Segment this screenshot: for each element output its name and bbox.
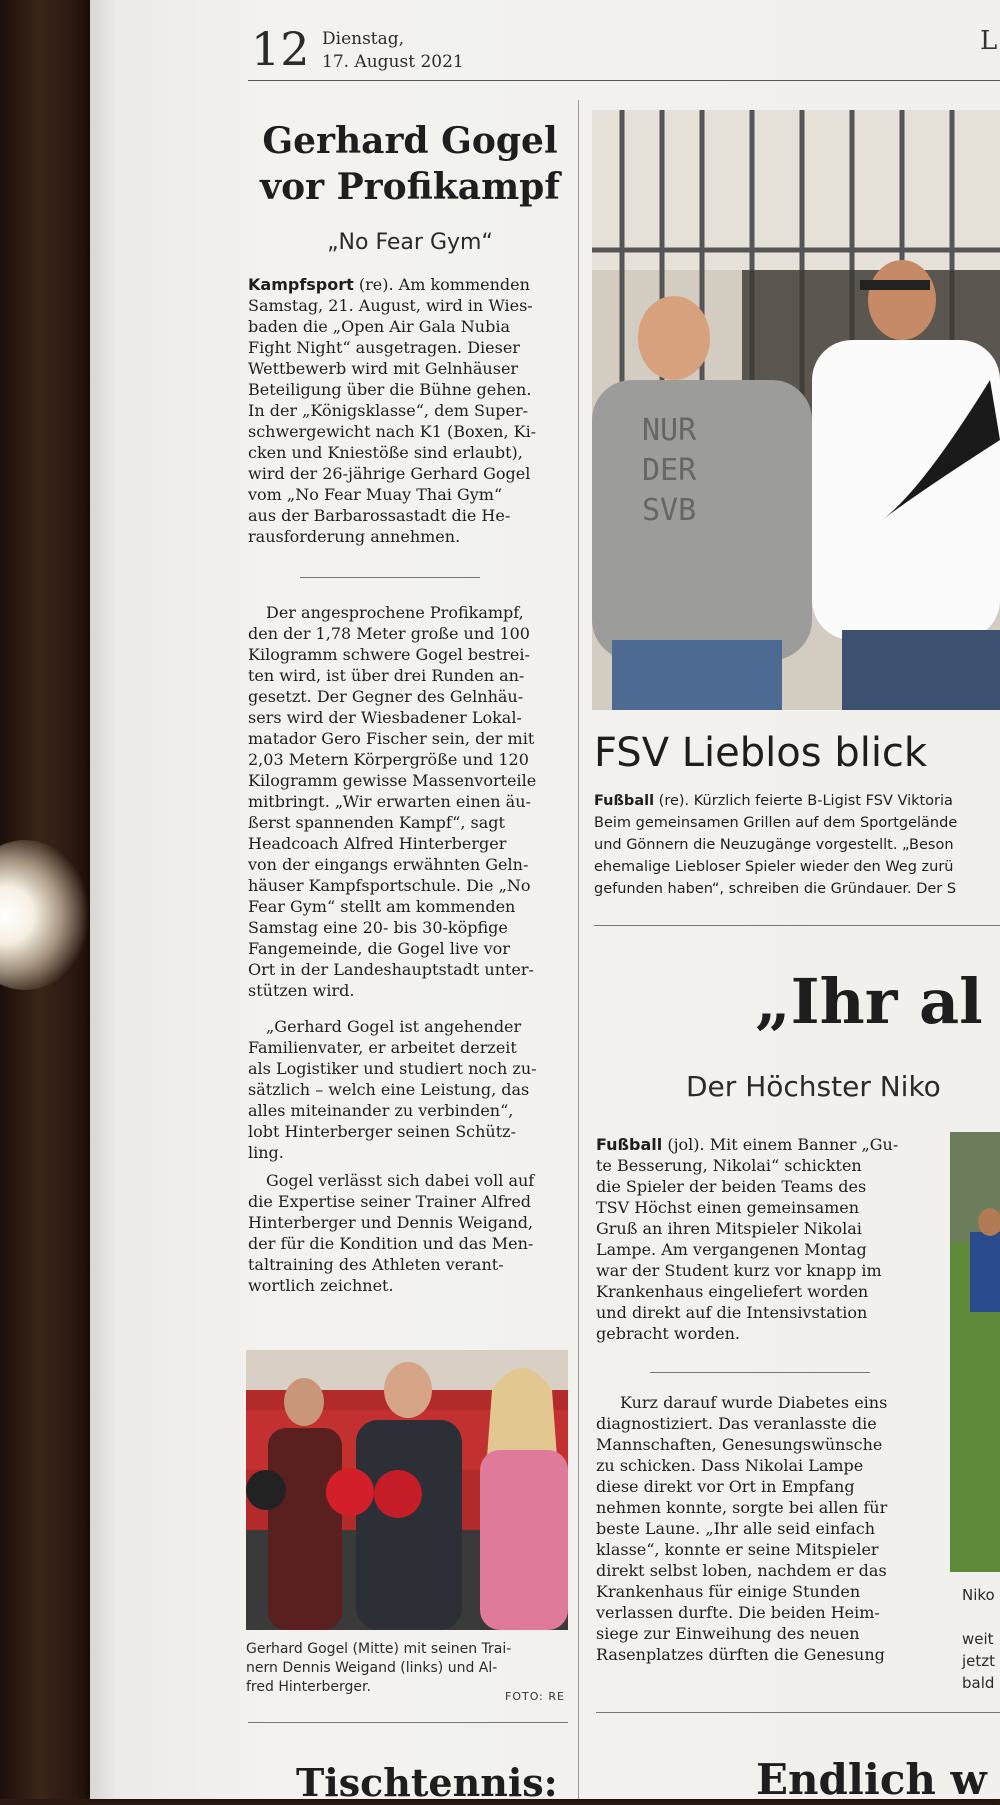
next-article-headline: Tischtennis: [296,1760,558,1805]
article-headline [250,118,570,210]
separator [300,577,480,578]
photo-caption: Gerhard Gogel (Mitte) mit seinen Trai- nern Dennis Weigand (links) und Al- fred Hinterberger. [246,1641,512,1695]
section-letter: L [980,26,998,56]
photo-credit: FOTO: RE [505,1690,565,1703]
separator [650,1372,870,1373]
photo-caption-fragment: Niko [962,1586,995,1604]
svg-text:NUR: NUR [642,413,697,448]
page-number: 12 [251,22,310,76]
headline-line-1: Gerhard Gogel [262,120,558,162]
article-paragraph-1: Kampfsport (re). Am kommenden Samstag, 21. August, wird in Wies- baden die „Open Air Gala Nubia Fight Night“ ausgetragen. Dieser Wettbewerb wird mit Gelnhäuser Beteiligung über die Bühne gehen. In der „Königsklasse“, dem Super- schwergewicht nach K1 (Boxen, Ki- cken und Kniestöße sind erlaubt), wird der 26-jährige Gerhard Gogel vom „No Fear Muay Thai Gym“ aus der Barbarossastadt die He- rausforderung annehmen. [248,275,537,546]
svg-text:DER: DER [642,453,697,488]
article-paragraph-2: Kurz darauf wurde Diabetes eins diagnostiziert. Das veranlasste die Mannschaften, Genesungswünsche zu schicken. Dass Nikolai Lampe diese direkt vor Ort in Empfang nehmen konnte, sorgte bei allen für beste Laune. „Ihr alle seid einfach klasse“, konnte er seine Mitspieler direkt selbst loben, nachdem er das Krankenhaus für einige Stunden verlassen durfte. Die beiden Heim- siege zur Einweihung des neuen Rasenplatzes dürften die Genesung [596,1393,888,1664]
article-subhead: Der Höchster Niko [686,1070,941,1103]
article-paragraph-3: „Gerhard Gogel ist angehender Familienvater, er arbeitet derzeit als Logistiker und studiert noch zu- sätzlich – welch eine Leistung, das alles miteinander zu verbinden“, lobt Hinterberger seinen Schütz- ling. [248,1017,537,1162]
article-subhead: „No Fear Gym“ [327,230,493,255]
text-fragment: weit jetzt bald [962,1630,996,1692]
kicker: Kampfsport [248,275,354,294]
article-paragraph-2: Der angesprochene Profikampf, den der 1,78 Meter große und 100 Kilogramm schwere Gogel bestrei- ten wird, ist über drei Runden an- gesetzt. Der Gegner des Gelnhäu- sers wird der Wiesbadener Lokal- matador Gero Fischer sein, der mit 2,03 Metern Körpergröße und 120 Kilogramm gewisse Massenvorteile mitbringt. „Wir erwarten einen äu- ßerst spannenden Kampf“, sagt Headcoach Alfred Hinterberger von der eingangs erwähnten Geln- häuser Kampfsportschule. Die „No Fear Gym“ stellt am kommenden Samstag eine 20- bis 30-köpfige Fangemeinde, die Gogel live vor Ort in der Landeshauptstadt unter- stützen wird. [248,603,537,1000]
kicker: Fußball [596,1135,663,1154]
article-paragraph-1: Fußball (jol). Mit einem Banner „Gu- te Besserung, Nikolai“ schickten die Spieler der beiden Teams des TSV Höchst einen gemeinsamen Gruß an ihren Mitspieler Nikolai Lampe. Am vergangenen Montag war der Student kurz vor knapp im Krankenhaus eingeliefert worden und direkt auf die Intensivstation gebracht worden. [596,1135,899,1343]
article-headline: FSV Lieblos blick [594,730,928,776]
next-article-headline: Endlich w [756,1755,987,1804]
kicker: Fußball [594,793,655,809]
football-photo [950,1132,1000,1572]
dateline [322,28,464,74]
separator [594,925,1000,926]
article-headline: „Ihr al [755,965,983,1038]
article-body: Fußball (re). Kürzlich feierte B-Ligist FSV Viktoria Beim gemeinsamen Grillen auf dem Sportgelände und Gönnern die Neuzugänge vorgestellt. „Beson ehemalige Liebloser Spieler wieder den Weg zurü gefunden haben“, schreiben die Gründauer. Der S [594,793,958,897]
date: 17. August 2021 [322,52,464,72]
header-rule [248,80,1000,81]
column-rule [578,100,579,1799]
article-paragraph-4: Gogel verlässt sich dabei voll auf die Expertise seiner Trainer Alfred Hinterberger und Dennis Weigand, der für die Kondition und das Men- taltraining des Athleten verant- wortlich zeichnet. [248,1171,535,1295]
headline-line-2: vor Profikampf [260,166,560,208]
separator [596,1712,1000,1713]
weekday: Dienstag, [322,29,405,49]
boxing-photo [246,1350,568,1630]
separator [248,1722,568,1723]
team-photo [592,110,1000,710]
svg-text:SVB: SVB [642,493,697,528]
